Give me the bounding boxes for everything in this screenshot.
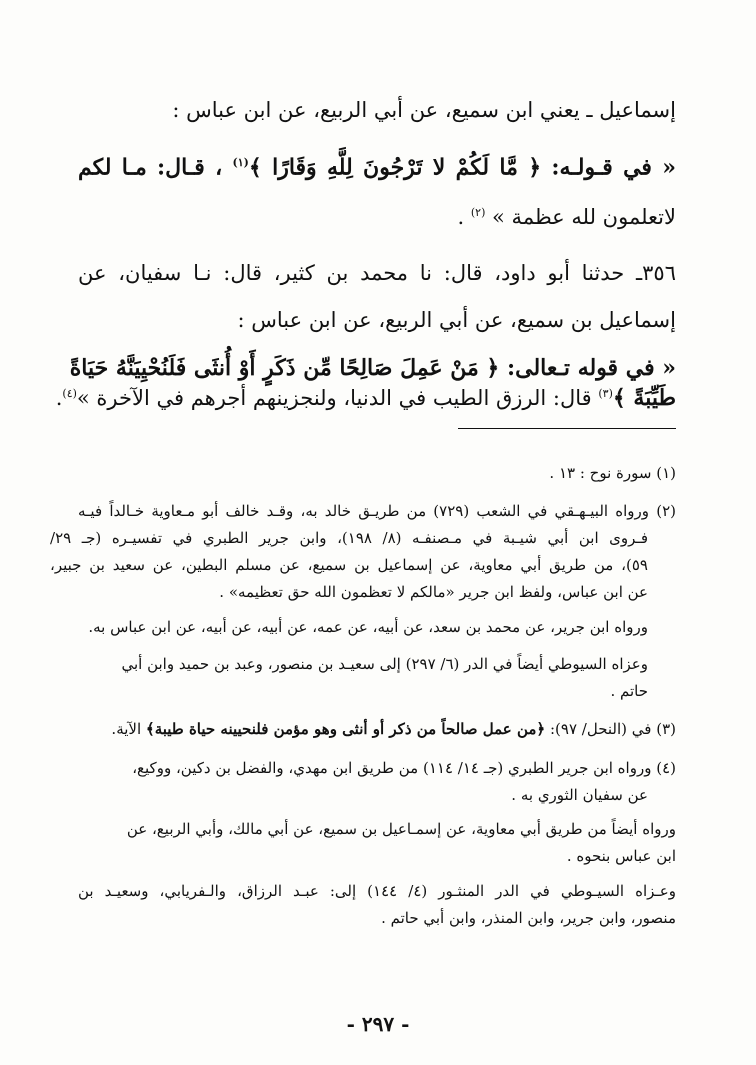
footnote-ref-4[interactable]: (٤) (62, 387, 77, 400)
footnote-2-text-1: ورواه البيـهـقي في الشعب (٧٢٩) من طريـق خالد به، وقـد خالف أبو مـعاوية خـالداً فيـه (78, 502, 650, 520)
footnote-4-text-6: منصور، وابن جرير، وابن المنذر، وابن أبي حاتم . (381, 909, 676, 927)
footnote-4-text-4: ابن عباس بنحوه . (566, 847, 676, 865)
footnote-4-line-4 (78, 845, 676, 867)
footnote-4-text-1: ورواه ابن جرير الطبري (جـ ١٤/ ١١٤) من طريق ابن مهدي، والفضل بن دكين، ووكيع، (132, 759, 652, 777)
footnote-2-text-2: فـروى ابن أبي شيـبة في مـصنفـه (٨/ ١٩٨)، وابن جرير الطبري في تفسيـره (جـ ٢٩/ (50, 529, 648, 547)
footnote-4-line-6 (78, 907, 676, 929)
footnote-2-text-4: عن ابن عباس، ولفظ ابن جرير «مالكم لا تعظمون الله حق تعظيمه» . (219, 583, 648, 601)
line7-suffix: قال: الرزق الطيب في الدنيا، ولنجزينهم أجرهم في الآخرة » (76, 386, 599, 410)
footnote-ref-3[interactable]: (٣) (598, 387, 613, 400)
footnote-2-text-5: ورواه ابن جرير، عن محمد بن سعد، عن أبيه، عن عمه، عن أبيه، عن أبيه، عن ابن عباس به. (88, 618, 648, 636)
footnote-2-line-1 (78, 500, 676, 522)
footnote-3-prefix: في (النحل/ ٩٧): (545, 720, 652, 738)
line2-suffix: ، قـال: مـا لكم (78, 154, 233, 181)
footnote-2-number: (٢) (656, 502, 676, 520)
footnote-3-suffix: الآية. (111, 720, 146, 738)
text-line-2 (78, 147, 676, 183)
footnote-4-number: (٤) (656, 759, 676, 777)
footnote-2-text-3: ٥٩)، من طريق أبي معاوية، عن إسماعيل بن سميع، عن مسلم البطين، عن سعيد بن جبير، (50, 556, 648, 574)
footnote-ref-2[interactable]: (٢) (470, 206, 486, 219)
footnote-2-line-6 (50, 653, 676, 675)
line3-text: لاتعلمون لله عظمة » (485, 205, 676, 229)
footnote-2-line-7 (50, 680, 676, 702)
line3-end: . (457, 205, 471, 229)
text-line-5 (78, 305, 676, 335)
footnote-4-text-2: عن سفيان الثوري به . (511, 786, 648, 804)
quran-verse-nahl-cont: طَيِّبَةً ﴾ (612, 385, 676, 411)
footnote-3-number: (٣) (656, 720, 676, 738)
line6-prefix: « في قوله تـعالى: (499, 355, 676, 381)
footnote-3 (78, 718, 676, 740)
line1-text: إسماعيل ـ يعني ابن سميع، عن أبي الربيع، عن ابن عباس : (172, 98, 676, 122)
footnote-4-text-3: ورواه أيضاً من طريق أبي معاوية، عن إسمـاعيل بن سميع، عن أبي مالك، وأبي الربيع، عن (126, 820, 676, 838)
footnote-ref-1[interactable]: (١) (232, 156, 249, 169)
footnote-divider (458, 428, 676, 429)
footnote-2-text-6: وعزاه السيوطي أيضاً في الدر (٦/ ٢٩٧) إلى سعيـد بن منصور، وعبد بن حميد وابن أبي (121, 655, 648, 673)
quran-verse-nuh: ﴿ مَّا لَكُمْ لا تَرْجُونَ لِلَّهِ وَقَارًا ﴾ (248, 154, 542, 181)
footnote-1-text: (١) سورة نوح : ١٣ . (549, 464, 676, 482)
footnote-4-line-2 (50, 784, 676, 806)
footnote-2-line-3 (50, 554, 676, 576)
quran-verse-nahl: ﴿ مَنْ عَمِلَ صَالِحًا مِّن ذَكَرٍ أَوْ أُنثَى فَلَنُحْيِيَنَّهُ حَيَاةً (69, 355, 500, 381)
page-number: - ٢٩٧ - (346, 1012, 410, 1036)
hadith-356-header: ٣٥٦ـ حدثنا أبو داود، قال: نا محمد بن كثير، قال: نـا سفيان، عن (78, 261, 676, 285)
footnote-2-text-7: حاتم . (610, 682, 648, 700)
footnote-2-line-2 (50, 527, 676, 549)
line2-prefix: « في قـولـه: (541, 154, 677, 181)
text-line-4 (78, 258, 676, 288)
footnote-1 (78, 462, 676, 484)
line5-text: إسماعيل بن سميع، عن أبي الربيع، عن ابن عباس : (237, 308, 676, 332)
text-line-3 (78, 198, 676, 232)
footnote-4-line-3 (78, 818, 676, 840)
footnote-2-line-4 (50, 581, 676, 603)
text-line-1 (78, 95, 676, 125)
line7-end: . (55, 386, 63, 410)
footnote-3-verse: ﴿من عمل صالحاً من ذكر أو أنثى وهو مؤمن فلنحيينه حياة طيبة﴾ (145, 720, 546, 738)
footnote-4-text-5: وعـزاه السيـوطي في الدر المنثـور (٤/ ١٤٤) إلى: عبـد الرزاق، والـفريابي، وسعيـد بن (78, 882, 676, 900)
footnote-2-line-5 (50, 616, 676, 638)
footnote-4-line-5 (78, 880, 676, 902)
footnote-4-line-1 (78, 757, 676, 779)
text-line-7 (55, 376, 676, 416)
